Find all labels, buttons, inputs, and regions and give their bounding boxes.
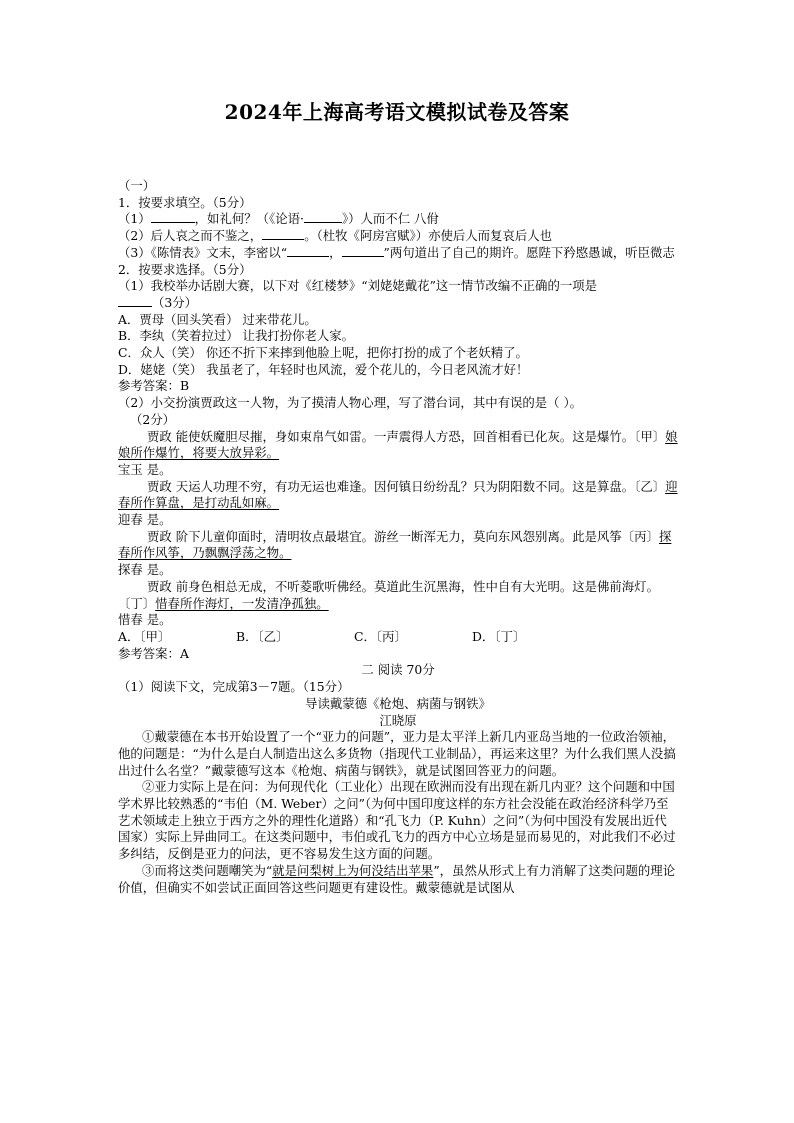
question-1-item-3	[118, 245, 678, 262]
q1-3-middle: ，	[329, 244, 342, 260]
p3-text-rest: ”，虽然从形式上有力消解了这类问题的理论价值，但确实不如尝试正面回答这些问题更有建设性。戴蒙德就是试图从	[118, 862, 676, 895]
section-label: （一）	[118, 178, 156, 193]
q1-1-middle: ，如礼何？（《论语·	[194, 211, 304, 227]
q1-2-suffix: 。（杜牧《阿房宫赋》）亦使后人而复哀后人也	[304, 228, 552, 244]
underlined-subtext: 娘娘所作爆竹，将要大放异彩。	[118, 428, 678, 461]
fill-blank	[304, 211, 342, 223]
p3-text: ③而将这类问题嘲笑为“	[142, 862, 273, 878]
underlined-subtext: 惜春所作海灯，一发清净孤独。	[155, 595, 329, 611]
choice-b: B．〔乙〕	[236, 628, 289, 644]
dialog-reply: 探春 是。	[118, 562, 172, 578]
dialog-line	[118, 479, 678, 512]
reference-answer-2: 参考答案：A	[118, 645, 189, 661]
section-2-heading: 二 阅读 70分	[361, 662, 435, 678]
article-paragraph-2: ②亚力实际上是在问：为何现代化（工业化）出现在欧洲而没有出现在新几内亚？这个问题和中国学术界比较熟悉的“韦伯（M. Weber）之问”（为何中国印度这样的东方社会没能在政治经济科学乃至艺术领域走上独立于西方之外的理性化道路）和“孔飞力（P. Kuhn）之问”（为何中国没有发展出近代国家）实际上异曲同工。在这类问题中，韦伯或孔飞力的西方中心立场是显而易见的，对此我们不必过多纠结，反倒是亚力的问法，更不容易发生这方面的问题。	[118, 779, 676, 862]
q1-2-prefix: （2）后人哀之而不鉴之，	[118, 228, 263, 244]
q2-1-points: （3分）	[152, 294, 198, 310]
fill-blank	[151, 211, 195, 223]
article-paragraph-1: ①戴蒙德在本书开始设置了一个“亚力的问题”，亚力是太平洋上新几内亚岛当地的一位政治领袖，他的问题是：“为什么是白人制造出这么多货物（指现代工业制品），再运来这里？为什么我们黑人没搞出过什么名堂？”戴蒙德写这本《枪炮、病菌与钢铁》，就是试图回答亚力的问题。	[118, 729, 676, 778]
dialog-text: 贾政 阶下儿童仰面时，清明妆点最堪宜。游丝一断浑无力，莫向东风怨别离。此是风筝〔丙〕	[147, 528, 659, 544]
option-d: D．姥姥（笑） 我虽老了，年轻时也风流，爱个花儿的，今日老风流才好！	[118, 361, 529, 377]
choice-c: C．〔丙〕	[354, 628, 407, 644]
dialog-line	[118, 579, 678, 612]
q1-1-suffix: 》）人而不仁 八佾	[341, 211, 439, 227]
question-1-item-1	[118, 211, 678, 228]
article-paragraph-3	[118, 863, 678, 896]
dialog-line	[118, 529, 678, 562]
q1-1-prefix: （1）	[118, 211, 151, 227]
dialog-line	[118, 429, 678, 462]
option-c: C．众人（笑） 你还不折下来摔到他脸上呢，把你打扮的成了个老妖精了。	[118, 345, 528, 361]
answer-choices	[118, 629, 678, 646]
article-author: 江晓原	[379, 712, 417, 728]
dialog-reply: 惜春 是。	[118, 612, 172, 628]
fill-blank	[287, 245, 329, 257]
q1-3-suffix: ”两句道出了自己的期许。愿陛下矜愍愚诚，听臣微志	[383, 244, 675, 260]
choice-a: A．〔甲〕	[118, 628, 171, 644]
question-2-title: 2．按要求选择。（5分）	[118, 261, 252, 277]
option-b: B．李纨（笑着拉过） 让我打扮你老人家。	[118, 328, 355, 344]
question-1-title: 1．按要求填空。（5分）	[118, 194, 252, 210]
p3-underlined: 就是问梨树上为何没结出苹果	[272, 862, 434, 878]
reading-intro: （1）阅读下文，完成第3－7题。（15分）	[118, 679, 350, 695]
underlined-subtext: 探春所作风筝，乃飘飘浮荡之物。	[118, 528, 672, 561]
fill-blank	[118, 295, 152, 307]
question-2-sub-2: （2）小交扮演贾政这一人物，为了摸清人物心理，写了潜台词，其中有误的是（ ）。	[118, 395, 583, 411]
reference-answer-1: 参考答案：B	[118, 378, 190, 394]
dialog-text: 贾政 天运人功理不穷，有功无运也难逢。因何镇日纷纷乱？只为阴阳数不同。这是算盘。〔乙〕	[147, 478, 666, 494]
dialog-text: 贾政 前身色相总无成，不听菱歌听佛经。莫道此生沉黑海，性中自有大光明。这是佛前海灯。〔丁〕	[118, 578, 659, 611]
fill-blank	[262, 228, 304, 240]
q1-3-prefix: （3）《陈情表》文末，李密以“	[118, 244, 288, 260]
option-a: A．贾母（回头笑看） 过来带花儿。	[118, 311, 317, 327]
page-title: 2024年上海高考语文模拟试卷及答案	[224, 100, 570, 124]
dialog-reply: 宝玉 是。	[118, 461, 172, 477]
dialog-reply: 迎春 是。	[118, 512, 172, 528]
document-body	[118, 178, 678, 896]
question-2-sub-1	[118, 278, 678, 311]
q2-1-text: （1）我校举办话剧大赛，以下对《红楼梦》“刘姥姥戴花”这一情节改编不正确的一项是	[118, 278, 598, 294]
question-1-item-2	[118, 228, 678, 245]
fill-blank	[342, 245, 384, 257]
underlined-subtext: 迎春所作算盘，是打动乱如麻。	[118, 478, 678, 511]
choice-d: D．〔丁〕	[472, 628, 526, 644]
q2-2-points: （2分）	[130, 411, 176, 427]
dialog-text: 贾政 能使妖魔胆尽摧，身如束帛气如雷。一声震得人方恐，回首相看已化灰。这是爆竹。〔甲〕	[147, 428, 666, 444]
article-title: 导读戴蒙德《枪炮、病菌与钢铁》	[305, 695, 491, 711]
